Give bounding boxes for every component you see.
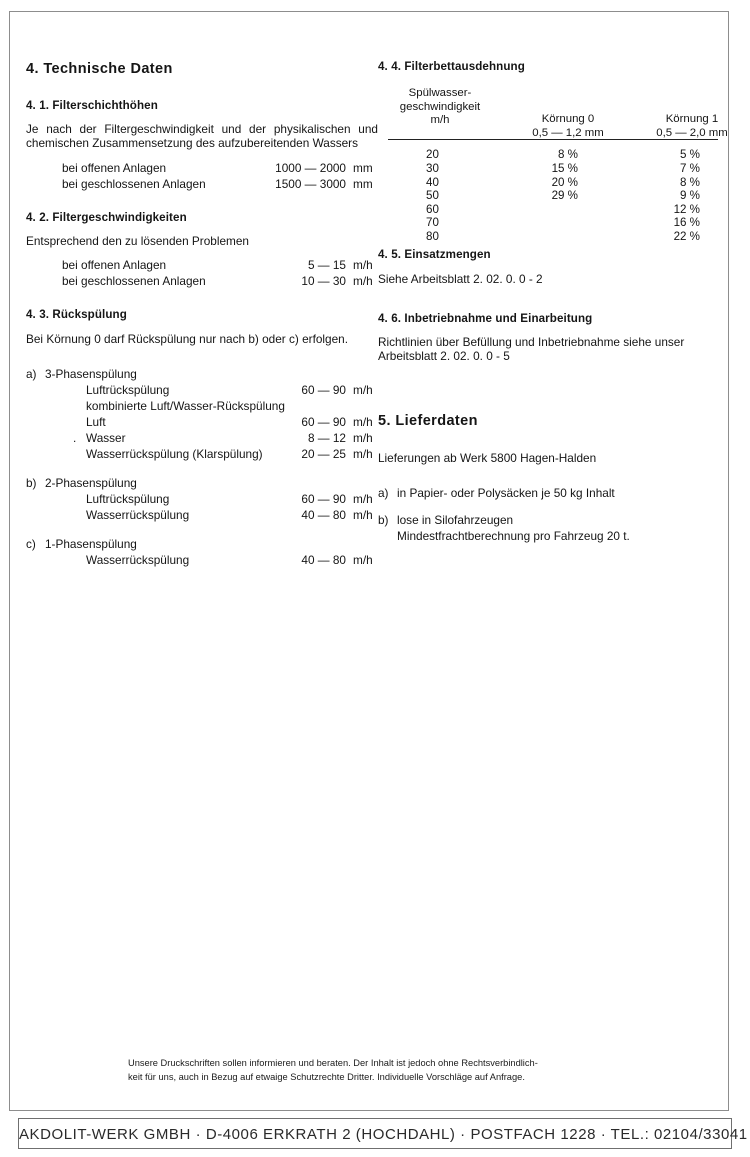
cell-koernung-0: 8 % [558,148,578,162]
kv-value: 60 — 90 [301,382,346,397]
table-row [378,230,718,244]
section-intro-4-1: Je nach der Filtergeschwindigkeit und der physikalischen und chemischen Zusammensetzung des aufzubereitenden Wassers [26,122,378,151]
section-intro-4-2: Entsprechend den zu lösenden Problemen [26,234,249,248]
group-spacer [26,464,378,475]
table-header-rule [388,139,718,140]
kv-list-group-b [26,491,378,523]
group-label: 3-Phasenspülung [45,366,137,381]
group-label: 1-Phasenspülung [45,536,137,551]
kv-label: Wasserrückspülung [86,552,190,567]
kv-row [26,273,378,289]
company-footer-text: AKDOLIT-WERK GMBH · D-4006 ERKRATH 2 (HOCHDAHL) · POSTFACH 1228 · TEL.: 02104/33041 [19,1126,748,1143]
cell-speed: 80 [426,229,439,243]
kv-unit: m/h [353,446,373,461]
list-marker: a) [378,485,389,500]
group-title-c [26,536,378,552]
disclaimer-line-2: keit für uns, auch in Bezug auf etwaige Schutzrechte Dritter. Individuelle Vorschläge auf Anfrage. [128,1071,525,1082]
section-text-4-6-line1: Richtlinien über Befüllung und Inbetriebnahme siehe unser [378,335,685,350]
section-heading-4-5: 4. 5. Einsatzmengen [378,248,491,262]
cell-speed: 50 [426,189,439,203]
section-spacer [26,291,378,308]
kv-row [26,257,378,273]
group-marker: b) [26,475,37,490]
filterbett-table [378,87,728,248]
kv-label: Wasserrückspülung (Klarspülung) [86,446,263,461]
list-item-text: lose in Silofahrzeugen [397,512,514,527]
kv-value: 10 — 30 [301,274,346,289]
kv-row [26,552,378,568]
kv-row [26,414,378,430]
kv-value: 40 — 80 [301,507,346,522]
lieferdaten-item-a [378,485,723,501]
kv-unit: m/h [353,430,373,445]
kv-label: Wasser [86,430,126,445]
group-label: 2-Phasenspülung [45,475,137,490]
kv-list-group-c [26,552,378,568]
kv-unit: mm [353,160,373,175]
section-heading-5: 5. Lieferdaten [378,412,478,429]
section-heading-4-3: 4. 3. Rückspülung [26,308,127,322]
kv-row [26,491,378,507]
column-header-koernung-1 [632,113,750,140]
disclaimer-line-1: Unsere Druckschriften sollen informieren und beraten. Der Inhalt ist jedoch ohne Rechtsverbindlich- [128,1058,538,1068]
cell-speed: 30 [426,161,439,175]
kv-unit: m/h [353,274,373,289]
kv-value: 5 — 15 [307,258,346,273]
kv-value: 40 — 80 [301,552,346,567]
group-title-b [26,475,378,491]
kv-row [26,507,378,523]
cell-koernung-1: 22 % [673,229,700,243]
cell-koernung-1: 8 % [680,175,700,189]
section-spacer [26,194,378,211]
kv-list-group-a [26,382,378,462]
column-header-speed [384,87,496,127]
table-row [378,216,718,230]
section-heading-4-4: 4. 4. Filterbettausdehnung [378,60,525,73]
lieferdaten-intro: Lieferungen ab Werk 5800 Hagen-Halden [378,450,597,465]
kv-row [26,382,378,398]
kv-label: Luftrückspülung [86,382,170,397]
table-row [378,189,718,203]
cell-speed: 20 [426,148,439,162]
section-spacer [378,397,723,414]
section-heading-4-6: 4. 6. Inbetriebnahme und Einarbeitung [378,311,593,325]
column-header-line: 0,5 — 2,0 mm [656,126,728,139]
kv-value: 60 — 90 [301,414,346,429]
table-body [378,148,718,248]
section-spacer [378,373,723,397]
column-header-line: Körnung 1 [665,113,719,126]
kv-row [26,176,378,192]
disclaimer-text [128,1057,628,1084]
kv-label: Luftrückspülung [86,491,170,506]
section-intro-4-3: Bei Körnung 0 darf Rückspülung nur nach b) oder c) erfolgen. [26,331,348,346]
column-header-line: geschwindigkeit [399,100,481,113]
bullet-dot-icon: . [73,430,77,445]
list-item-text: Mindestfrachtberechnung pro Fahrzeug 20 t. [397,528,630,543]
kv-unit: m/h [353,414,373,429]
group-marker: a) [26,366,37,381]
kv-row [26,398,378,414]
kv-label: Luft [86,414,106,429]
column-header-line: m/h [430,114,450,127]
kv-list-4-1 [26,160,378,192]
kv-unit: m/h [353,258,373,273]
kv-unit: m/h [353,491,373,506]
cell-speed: 70 [426,216,439,230]
section-heading-4-1: 4. 1. Filterschichthöhen [26,98,158,112]
kv-label: bei geschlossenen Anlagen [62,176,206,191]
list-spacer [378,501,723,512]
kv-value: 8 — 12 [307,430,346,445]
table-row [378,148,718,162]
left-column [26,62,378,570]
kv-label: bei geschlossenen Anlagen [62,274,206,289]
kv-unit: m/h [353,507,373,522]
kv-value: 60 — 90 [301,491,346,506]
cell-speed: 60 [426,202,439,216]
kv-row [26,160,378,176]
group-spacer [26,525,378,536]
cell-koernung-1: 9 % [680,189,700,203]
table-row [378,162,718,176]
cell-koernung-0: 20 % [551,175,578,189]
group-title-a [26,366,378,382]
right-column [378,60,728,544]
cell-koernung-0: 15 % [551,161,578,175]
cell-koernung-0: 29 % [551,189,578,203]
list-item-text: in Papier- oder Polysäcken je 50 kg Inhalt [397,485,615,500]
cell-koernung-1: 16 % [673,216,700,230]
kv-unit: mm [353,176,373,191]
kv-list-4-2 [26,257,378,289]
column-header-line: Körnung 0 [541,113,595,126]
group-spacer [26,355,378,366]
table-row [378,203,718,217]
lieferdaten-item-b [378,512,723,528]
column-header-koernung-0 [508,113,628,140]
kv-unit: m/h [353,552,373,567]
kv-row [26,446,378,462]
table-header [378,87,728,139]
kv-label: kombinierte Luft/Wasser-Rückspülung [86,398,285,413]
kv-value: 1000 — 2000 [275,160,346,175]
kv-row [26,430,378,446]
section-text-4-6-line2: Arbeitsblatt 2. 02. 0. 0 - 5 [378,349,510,364]
section-spacer [378,295,723,312]
section-heading-4-2: 4. 2. Filtergeschwindigkeiten [26,210,187,224]
page-title: 4. Technische Daten [26,61,173,77]
cell-koernung-1: 5 % [680,148,700,162]
section-text-4-5: Siehe Arbeitsblatt 2. 02. 0. 0 - 2 [378,271,543,286]
column-header-line: 0,5 — 1,2 mm [532,126,604,139]
table-row [378,176,718,190]
list-spacer [378,474,723,485]
kv-value: 20 — 25 [301,446,346,461]
kv-label: bei offenen Anlagen [62,160,167,175]
kv-value: 1500 — 3000 [275,176,346,191]
kv-unit: m/h [353,382,373,397]
cell-koernung-1: 12 % [673,202,700,216]
company-footer-box [18,1118,748,1149]
kv-label: bei offenen Anlagen [62,258,167,273]
cell-koernung-1: 7 % [680,161,700,175]
lieferdaten-item-b-line2 [378,528,723,544]
group-marker: c) [26,536,36,551]
cell-speed: 40 [426,175,439,189]
column-header-line: Spülwasser- [408,87,472,100]
kv-label: Wasserrückspülung [86,507,190,522]
list-marker: b) [378,512,389,527]
